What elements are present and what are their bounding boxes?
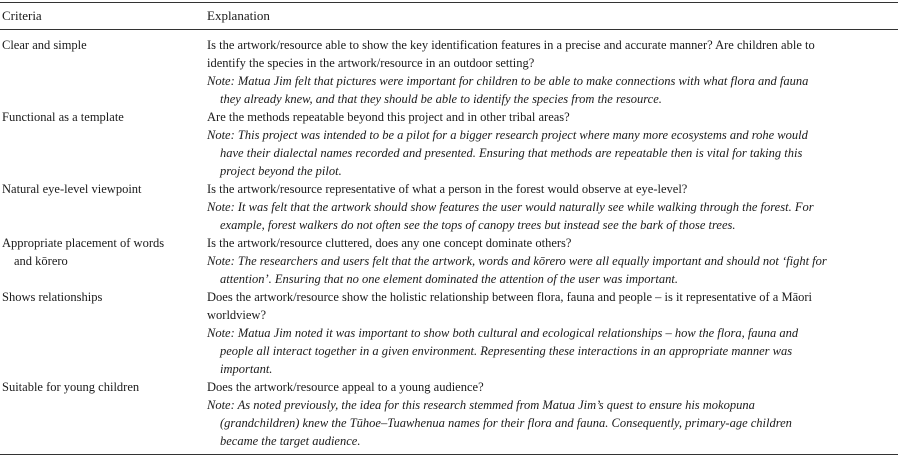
note-line: Note: Matua Jim felt that pictures were important for children to be able to make connections with what flora and fauna (207, 74, 809, 88)
criteria-cell (2, 234, 197, 270)
table-top-rule (0, 2, 898, 3)
note-line: Note: As noted previously, the idea for this research stemmed from Matua Jim’s quest to ensure his mokopuna (207, 398, 755, 412)
note-line: became the target audience. (220, 434, 361, 448)
question-line: Does the artwork/resource show the holistic relationship between flora, fauna and people – is it representative of a Māori (207, 290, 813, 304)
question-line: Does the artwork/resource appeal to a young audience? (207, 380, 484, 394)
criteria-line: Suitable for young children (2, 380, 140, 394)
criteria-line: and kōrero (14, 254, 68, 268)
criteria-cell (2, 36, 197, 54)
criteria-cell (2, 288, 197, 306)
criteria-cell (2, 378, 197, 396)
question-line: Are the methods repeatable beyond this project and in other tribal areas? (207, 110, 570, 124)
note-line: project beyond the pilot. (220, 164, 342, 178)
note-line: Note: The researchers and users felt that the artwork, words and kōrero were all equally important and should not ‘fight for (207, 254, 827, 268)
header-criteria: Criteria (2, 8, 42, 23)
question-line: Is the artwork/resource representative of what a person in the forest would observe at eye-level? (207, 182, 688, 196)
criteria-line: Clear and simple (2, 38, 87, 52)
criteria-line: Shows relationships (2, 290, 103, 304)
question-line: Is the artwork/resource cluttered, does any one concept dominate others? (207, 236, 572, 250)
explanation-cell (207, 378, 897, 450)
explanation-cell (207, 234, 897, 288)
note-line: example, forest walkers do not often see the tops of canopy trees but instead see the bark of those trees. (220, 218, 736, 232)
note-line: have their dialectal names recorded and presented. Ensuring that methods are repeatable then is vital for taking this (220, 146, 803, 160)
note-line: Note: Matua Jim noted it was important to show both cultural and ecological relationships – how the flora, fauna and (207, 326, 799, 340)
criteria-line: Functional as a template (2, 110, 124, 124)
explanation-cell (207, 180, 897, 234)
question-line: identify the species in the artwork/resource in an outdoor setting? (207, 56, 535, 70)
question-line: worldview? (207, 308, 267, 322)
criteria-cell (2, 108, 197, 126)
explanation-cell (207, 108, 897, 180)
note-line: people all interact together in a given environment. Representing these interactions in an appropriate manner was (220, 344, 793, 358)
criteria-cell (2, 180, 197, 198)
criteria-line: Natural eye-level viewpoint (2, 182, 142, 196)
criteria-line: Appropriate placement of words (2, 236, 165, 250)
table-bottom-rule (0, 454, 898, 455)
explanation-cell (207, 36, 897, 108)
explanation-cell (207, 288, 897, 378)
table-header-rule (0, 29, 898, 30)
note-line: they already knew, and that they should be able to identify the species from the resource. (220, 92, 662, 106)
header-explanation: Explanation (207, 8, 270, 23)
question-line: Is the artwork/resource able to show the key identification features in a precise and accurate manner? Are children able to (207, 38, 815, 52)
note-line: Note: This project was intended to be a pilot for a bigger research project where many more ecosystems and rohe would (207, 128, 808, 142)
note-line: (grandchildren) knew the Tūhoe–Tuawhenua names for their flora and fauna. Consequently, primary-age children (220, 416, 792, 430)
note-line: Note: It was felt that the artwork should show features the user would naturally see while walking through the forest. For (207, 200, 814, 214)
note-line: attention’. Ensuring that no one element dominated the attention of the user was important. (220, 272, 678, 286)
note-line: important. (220, 362, 273, 376)
